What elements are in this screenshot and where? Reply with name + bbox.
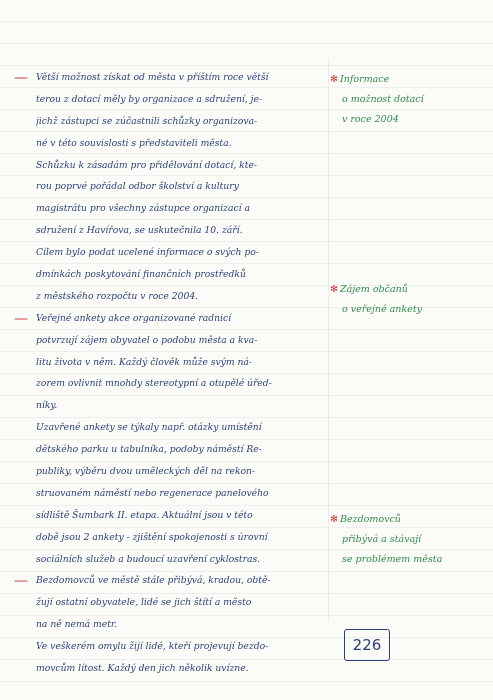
text-line: sídliště Šumbark II. etapa. Aktuální jsou v této: [36, 509, 253, 521]
margin-note-line: o možnost dotací: [342, 94, 424, 105]
paragraph: [36, 636, 326, 680]
margin-note-line: v roce 2004: [342, 114, 399, 125]
text-line: movcům lítost. Každý den jich několik uvízne.: [36, 663, 249, 675]
margin-note-line: o veřejné ankety: [342, 304, 422, 315]
paragraph: [36, 155, 326, 308]
margin-note-line: přibývá a stávají: [342, 534, 422, 545]
page-number: 226: [352, 636, 382, 654]
text-line: jichž zástupci se zúčastnili schůzky organizova-: [36, 115, 258, 127]
text-line: publiky, výběru dvou uměleckých děl na rekon-: [36, 466, 256, 478]
margin-note-line: Zájem občanů: [339, 284, 408, 295]
main-handwritten-text: [14, 67, 326, 680]
text-line: z městského rozpočtu v roce 2004.: [36, 290, 199, 302]
paragraph: [14, 67, 326, 155]
margin-divider: [328, 60, 329, 620]
text-line: Uzavřené ankety se týkaly např. otázky umístění: [36, 422, 262, 434]
margin-note-line: Informace: [339, 74, 390, 85]
text-line: Schůzku k zásadám pro přidělování dotací, kte-: [36, 159, 257, 171]
margin-note: [330, 280, 480, 320]
asterisk-icon: ✻: [330, 284, 338, 295]
bullet-dash: —: [14, 70, 28, 86]
bullet-dash: —: [14, 310, 28, 327]
margin-note-line: se problémem města: [342, 554, 443, 565]
text-line: litu života v něm. Každý člověk může svým ná-: [36, 356, 252, 368]
text-line: Bezdomovců ve městě stále přibývá, kradou, obtě-: [36, 575, 271, 587]
page-number-box: [344, 629, 390, 661]
text-line: na ně nemá metr.: [36, 619, 118, 631]
text-line: potvrzují zájem obyvatel o podobu města a kva-: [36, 334, 258, 346]
text-line: době jsou 2 ankety - zjištění spokojenosti s úrovní: [36, 531, 268, 543]
text-line: níky.: [36, 400, 58, 412]
paragraph: [14, 570, 326, 636]
bullet-dash: —: [14, 573, 28, 590]
text-line: magistrátu pro všechny zástupce organizací a: [36, 203, 250, 215]
text-line: né v této souvislosti s představiteli města.: [36, 137, 232, 149]
asterisk-icon: ✻: [330, 74, 338, 85]
text-line: dmínkách poskytování finančních prostředků: [36, 269, 246, 281]
asterisk-icon: ✻: [330, 514, 338, 525]
text-line: Větší možnost získat od města v příštím roce větší: [36, 72, 269, 83]
margin-note-line: Bezdomovců: [339, 514, 401, 525]
text-line: terou z dotací měly by organizace a sdružení, je-: [36, 93, 263, 105]
text-line: Ve veškerém omylu žijí lidé, kteří projevují bezdo-: [36, 641, 269, 653]
paragraph: [36, 417, 326, 570]
text-line: žují ostatní obyvatele, lidé se jich štítí a město: [36, 597, 252, 609]
text-line: dětského parku u tabulníka, podoby náměstí Re-: [36, 444, 262, 456]
text-line: rou poprvé pořádal odbor školství a kultury: [36, 181, 239, 193]
paragraph: [14, 308, 326, 417]
margin-note: [330, 510, 480, 570]
text-line: sociálních služeb a budoucí uzavření cyklostras.: [36, 553, 261, 565]
text-line: Veřejné ankety akce organizované radnicí: [36, 312, 232, 324]
text-line: struovaném náměstí nebo regenerace panelového: [36, 487, 269, 499]
text-line: sdružení z Havířova, se uskutečnila 10. září.: [36, 225, 243, 237]
margin-note: [330, 70, 480, 130]
text-line: zorem ovlivnit mnohdy stereotypní a otupělé úřed-: [36, 378, 272, 390]
text-line: Cílem bylo podat ucelené informace o svých po-: [36, 247, 259, 259]
